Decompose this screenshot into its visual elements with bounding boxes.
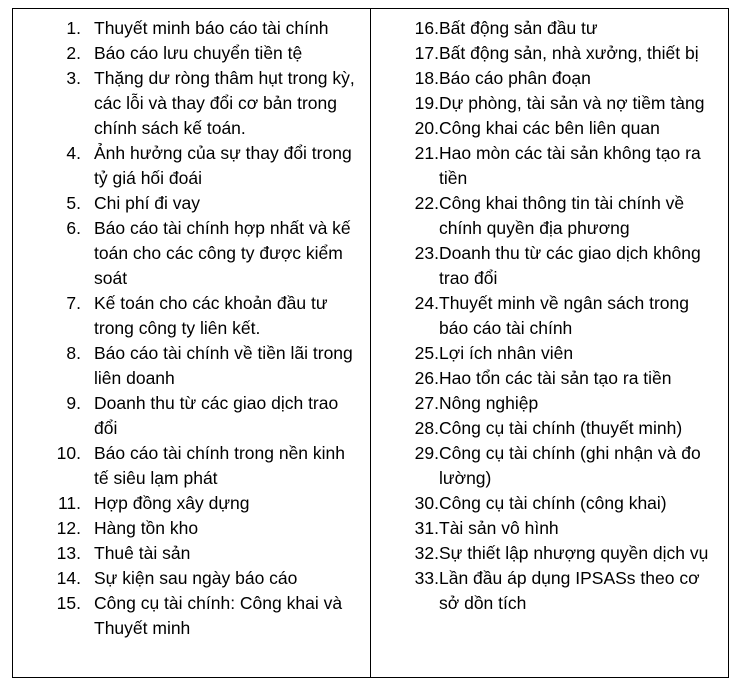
item-text: Báo cáo phân đoạn (439, 68, 591, 88)
item-text: Thuyết minh về ngân sách trong báo cáo tài chính (439, 293, 690, 338)
item-text: Báo cáo tài chính về tiền lãi trong liên doanh (94, 343, 353, 388)
list-item (13, 391, 370, 441)
item-number: 29. (414, 443, 439, 463)
right-list (371, 16, 728, 616)
list-item (13, 541, 370, 566)
item-number: 2. (66, 43, 81, 63)
list-item (371, 16, 728, 41)
list-item (371, 116, 728, 141)
list-item (371, 416, 728, 441)
list-item (13, 291, 370, 341)
item-number: 13. (56, 543, 81, 563)
item-number: 25. (414, 343, 439, 363)
item-number: 8. (66, 343, 81, 363)
list-item (371, 366, 728, 391)
item-text: Báo cáo tài chính trong nền kinh tế siêu lạm phát (94, 443, 346, 488)
item-text: Dự phòng, tài sản và nợ tiềm tàng (439, 93, 705, 113)
item-number: 32. (414, 543, 439, 563)
list-item (371, 441, 728, 491)
list-item (371, 191, 728, 241)
list-item (13, 491, 370, 516)
standards-list-table (12, 8, 729, 678)
item-text: Công khai các bên liên quan (439, 118, 660, 138)
item-text: Lần đầu áp dụng IPSASs theo cơ sở dồn tích (439, 568, 700, 613)
item-number: 23. (414, 243, 439, 263)
item-text: Sự kiện sau ngày báo cáo (94, 568, 298, 588)
item-number: 12. (56, 518, 81, 538)
list-item (13, 66, 370, 141)
item-number: 33. (414, 568, 439, 588)
item-text: Công khai thông tin tài chính về chính quyền địa phương (439, 193, 685, 238)
item-text: Hợp đồng xây dựng (94, 493, 250, 513)
item-number: 16. (414, 18, 439, 38)
list-item (371, 241, 728, 291)
item-text: Hao tổn các tài sản tạo ra tiền (439, 368, 672, 388)
item-text: Tài sản vô hình (439, 518, 559, 538)
item-text: Bất động sản, nhà xưởng, thiết bị (439, 43, 699, 63)
item-text: Doanh thu từ các giao dịch trao đổi (94, 393, 339, 438)
item-number: 19. (414, 93, 439, 113)
list-item (13, 566, 370, 591)
item-number: 22. (414, 193, 439, 213)
item-text: Chi phí đi vay (94, 193, 201, 213)
item-text: Công cụ tài chính: Công khai và Thuyết minh (94, 593, 343, 638)
item-number: 11. (57, 493, 81, 513)
item-text: Thặng dư ròng thâm hụt trong kỳ, các lỗi và thay đổi cơ bản trong chính sách kế toán. (94, 68, 355, 138)
item-text: Thuyết minh báo cáo tài chính (94, 18, 329, 38)
item-text: Công cụ tài chính (công khai) (439, 493, 667, 513)
item-number: 10. (56, 443, 81, 463)
left-list (13, 16, 370, 641)
item-number: 18. (414, 68, 439, 88)
item-number: 17. (414, 43, 439, 63)
item-number: 15. (56, 593, 81, 613)
list-item (371, 391, 728, 416)
list-item (371, 491, 728, 516)
list-item (13, 216, 370, 291)
item-text: Hao mòn các tài sản không tạo ra tiền (439, 143, 701, 188)
item-number: 1. (66, 18, 81, 38)
list-item (371, 141, 728, 191)
list-item (371, 91, 728, 116)
list-item (371, 516, 728, 541)
item-number: 24. (414, 293, 439, 313)
item-number: 26. (414, 368, 439, 388)
list-item (13, 341, 370, 391)
list-item (13, 141, 370, 191)
item-text: Lợi ích nhân viên (439, 343, 574, 363)
list-item (13, 441, 370, 491)
item-text: Báo cáo lưu chuyển tiền tệ (94, 43, 303, 63)
list-item (13, 516, 370, 541)
item-text: Bất động sản đầu tư (439, 18, 598, 38)
right-column (371, 9, 728, 677)
item-number: 9. (66, 393, 81, 413)
item-text: Thuê tài sản (94, 543, 191, 563)
list-item (371, 291, 728, 341)
item-number: 4. (66, 143, 81, 163)
item-number: 28. (414, 418, 439, 438)
item-text: Sự thiết lập nhượng quyền dịch vụ (439, 543, 709, 563)
list-item (13, 16, 370, 41)
item-number: 6. (66, 218, 81, 238)
left-column (13, 9, 371, 677)
item-text: Doanh thu từ các giao dịch không trao đổi (439, 243, 701, 288)
list-item (371, 541, 728, 566)
item-number: 14. (56, 568, 81, 588)
item-text: Công cụ tài chính (ghi nhận và đo lường) (439, 443, 701, 488)
item-text: Ảnh hưởng của sự thay đổi trong tỷ giá hối đoái (94, 143, 352, 188)
item-number: 27. (414, 393, 439, 413)
item-text: Hàng tồn kho (94, 518, 199, 538)
item-text: Báo cáo tài chính hợp nhất và kế toán cho các công ty được kiểm soát (94, 218, 351, 288)
item-text: Công cụ tài chính (thuyết minh) (439, 418, 683, 438)
list-item (371, 41, 728, 66)
list-item (13, 591, 370, 641)
item-number: 20. (414, 118, 439, 138)
list-item (371, 341, 728, 366)
list-item (371, 566, 728, 616)
item-number: 7. (66, 293, 81, 313)
list-item (13, 191, 370, 216)
item-number: 31. (414, 518, 439, 538)
item-number: 30. (414, 493, 439, 513)
item-number: 21. (414, 143, 439, 163)
item-text: Nông nghiệp (439, 393, 539, 413)
item-text: Kế toán cho các khoản đầu tư trong công ty liên kết. (94, 293, 328, 338)
list-item (371, 66, 728, 91)
item-number: 5. (66, 193, 81, 213)
item-number: 3. (66, 68, 81, 88)
list-item (13, 41, 370, 66)
